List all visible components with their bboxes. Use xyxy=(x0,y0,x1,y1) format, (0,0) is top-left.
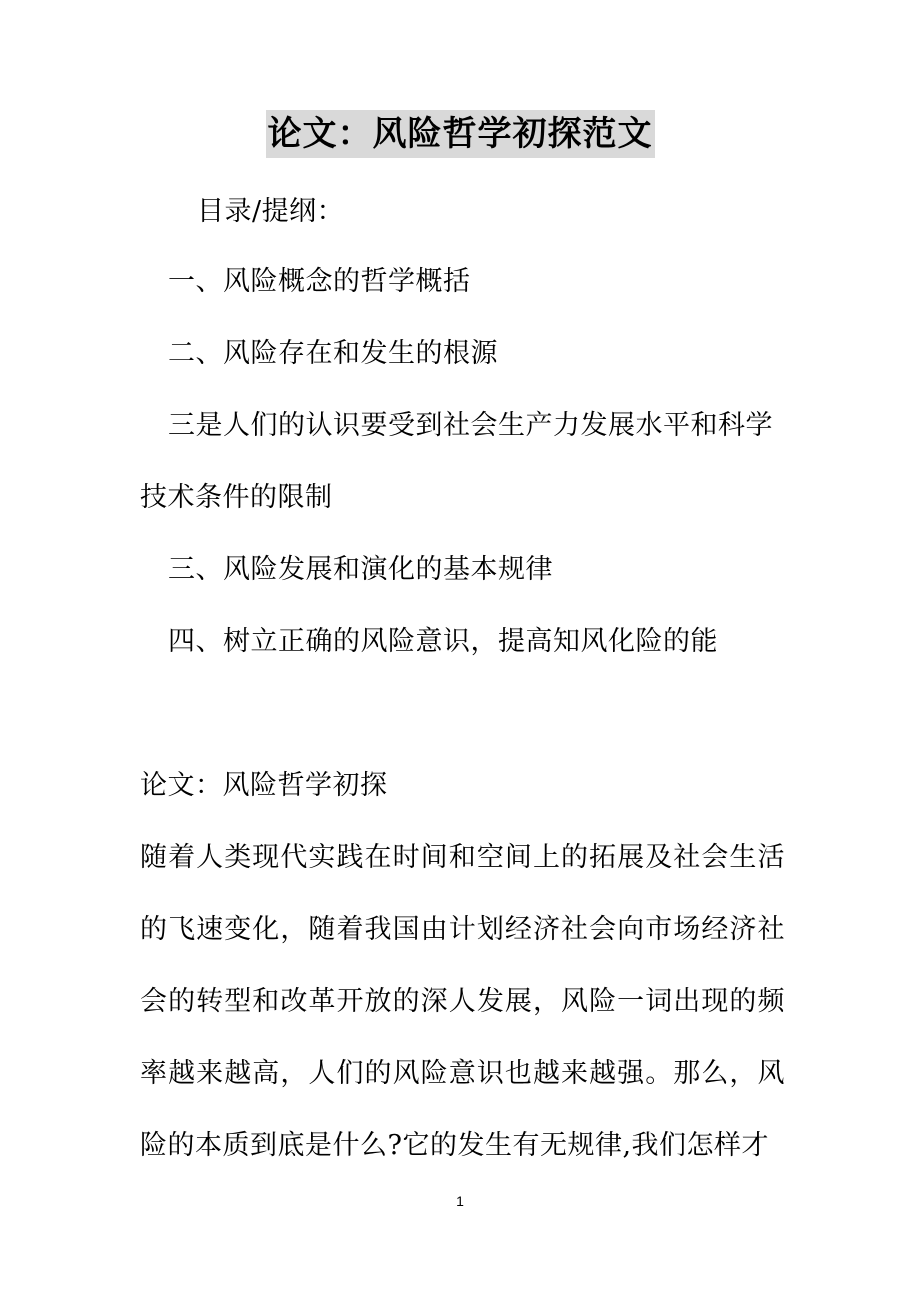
toc-item: 四、树立正确的风险意识，提高知风化险的能 xyxy=(168,626,718,657)
toc-item: 技术条件的限制 xyxy=(140,482,333,513)
page-number: 1 xyxy=(456,1193,464,1209)
document-title: 论文：风险哲学初探范文 xyxy=(266,110,655,158)
toc-item: 一、风险概念的哲学概括 xyxy=(168,266,471,297)
body-paragraph: 随着人类现代实践在时间和空间上的拓展及社会生活的飞速变化，随着我国由计划经济社会向市场经济社会的转型和改革开放的深人发展，风险一词出现的频率越来越高，人们的风险意识也越来越强。那么，风险的本质到底是什么?它的发生有无规律,我们怎样才 xyxy=(140,842,785,1161)
section-heading: 论文：风险哲学初探 xyxy=(140,770,388,801)
toc-item: 三是人们的认识要受到社会生产力发展水平和科学 xyxy=(168,410,773,441)
toc-item: 二、风险存在和发生的根源 xyxy=(168,338,498,369)
title-container xyxy=(0,110,920,158)
toc-heading: 目录/提纲： xyxy=(197,196,345,227)
toc-item: 三、风险发展和演化的基本规律 xyxy=(168,554,553,585)
